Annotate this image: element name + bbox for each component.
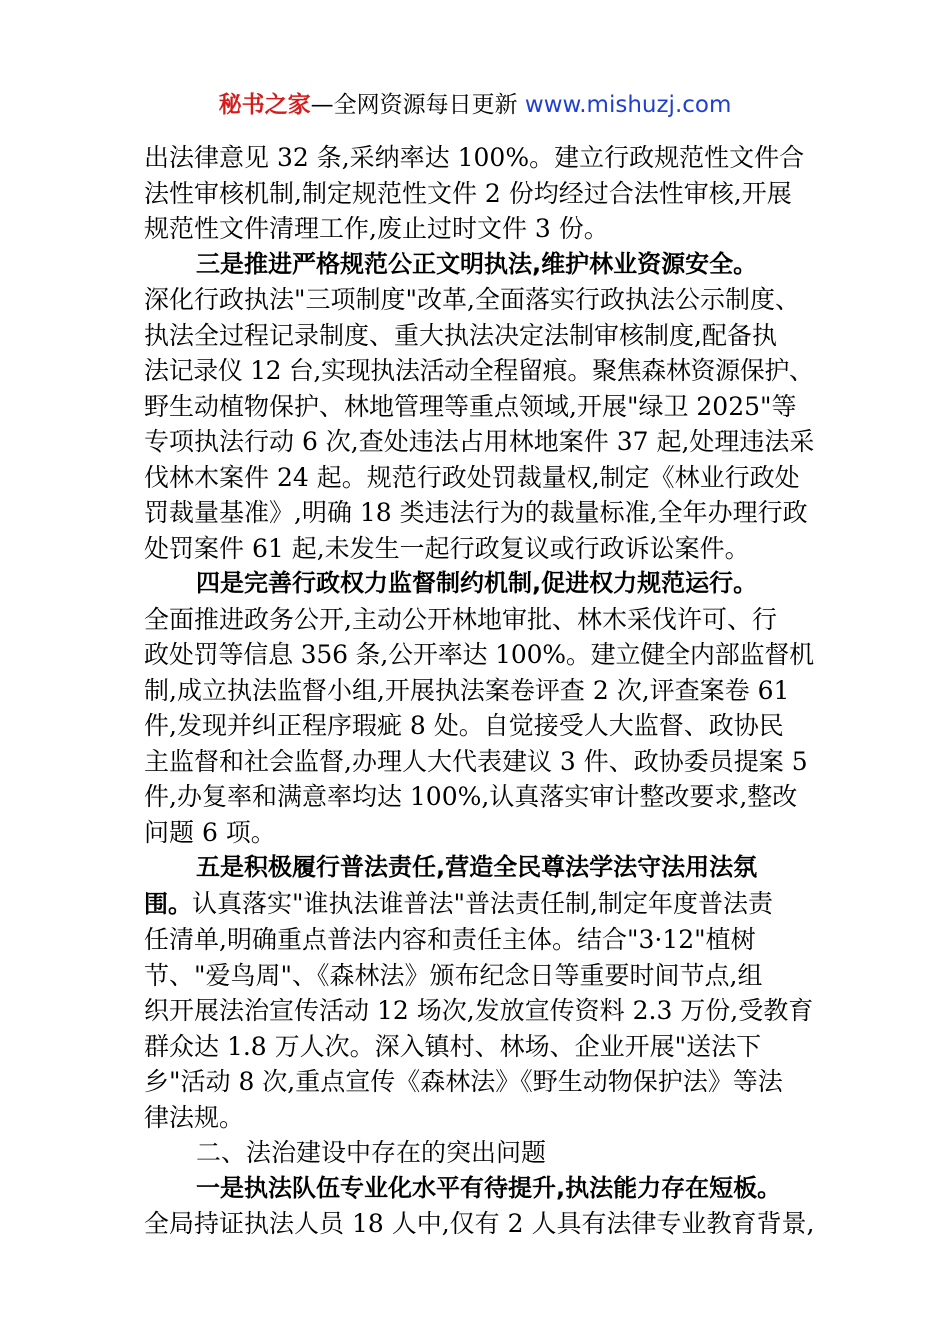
- site-tagline: —全网资源每日更新: [310, 92, 525, 118]
- chapter-heading-2: 二、法治建设中存在的突出问题: [196, 1138, 547, 1167]
- problem-heading-1: 一是执法队伍专业化水平有待提升,执法能力存在短板。: [196, 1173, 782, 1202]
- text-line: 政处罚等信息 356 条,公开率达 100%。建立健全内部监督机: [144, 640, 814, 669]
- text-line: 律法规。: [144, 1102, 245, 1132]
- text-line: 制,成立执法监督小组,开展执法案卷评查 2 次,评查案卷 61: [144, 675, 790, 705]
- text-line: 任清单,明确重点普法内容和责任主体。结合"3·12"植树: [144, 925, 756, 954]
- section-heading-5-end: 围。: [144, 889, 192, 918]
- text-line: 罚裁量基准》,明确 18 类违法行为的裁量标准,全年办理行政: [144, 498, 808, 527]
- section-heading-3: 三是推进严格规范公正文明执法,维护林业资源安全。: [196, 249, 758, 278]
- text-line: 规范性文件清理工作,废止过时文件 3 份。: [144, 214, 609, 243]
- text-line: 处罚案件 61 起,未发生一起行政复议或行政诉讼案件。: [144, 533, 750, 563]
- text-line: 法性审核机制,制定规范性文件 2 份均经过合法性审核,开展: [144, 178, 792, 208]
- text-line: 专项执法行动 6 次,查处违法占用林地案件 37 起,处理违法采: [144, 427, 815, 456]
- text-line: 野生动植物保护、林地管理等重点领域,开展"绿卫 2025"等: [144, 391, 797, 421]
- text-line: 群众达 1.8 万人次。深入镇村、林场、企业开展"送法下: [144, 1031, 762, 1061]
- text-line: 全局持证执法人员 18 人中,仅有 2 人具有法律专业教育背景,: [144, 1209, 815, 1238]
- text-line: 乡"活动 8 次,重点宣传《森林法》《野生动物保护法》等法: [144, 1067, 783, 1096]
- text-line: 执法全过程记录制度、重大执法决定法制审核制度,配备执: [144, 320, 777, 350]
- text-line: 节、"爱鸟周"、《森林法》颁布纪念日等重要时间节点,组: [144, 960, 763, 990]
- text-line: 法记录仪 12 台,实现执法活动全程留痕。聚焦森林资源保护、: [144, 356, 814, 385]
- text-segment: 认真落实"谁执法谁普法"普法责任制,制定年度普法责: [192, 888, 773, 918]
- section-heading-4: 四是完善行政权力监督制约机制,促进权力规范运行。: [196, 569, 758, 597]
- text-line-mixed: [144, 886, 814, 923]
- text-line: 件,发现并纠正程序瑕疵 8 处。自觉接受人大监督、政协民: [144, 711, 784, 740]
- site-url-link[interactable]: www.mishuzj.com: [524, 92, 732, 118]
- text-line: 深化行政执法"三项制度"改革,全面落实行政执法公示制度、: [144, 285, 800, 314]
- site-brand: 秘书之家: [218, 92, 311, 118]
- site-header: [0, 88, 950, 122]
- text-line: 件,办复率和满意率均达 100%,认真落实审计整改要求,整改: [144, 782, 798, 811]
- section-heading-5: 五是积极履行普法责任,营造全民尊法学法守法用法氛: [196, 853, 758, 881]
- text-line: 问题 6 项。: [144, 817, 276, 847]
- text-line: 全面推进政务公开,主动公开林地审批、林木采伐许可、行: [144, 604, 777, 634]
- document-body: [144, 140, 814, 1242]
- text-line: 出法律意见 32 条,采纳率达 100%。建立行政规范性文件合: [144, 143, 805, 172]
- text-line: 主监督和社会监督,办理人大代表建议 3 件、政协委员提案 5: [144, 746, 808, 776]
- text-line: 织开展法治宣传活动 12 场次,发放宣传资料 2.3 万份,受教育: [144, 996, 814, 1025]
- text-line: 伐林木案件 24 起。规范行政处罚裁量权,制定《林业行政处: [144, 462, 800, 492]
